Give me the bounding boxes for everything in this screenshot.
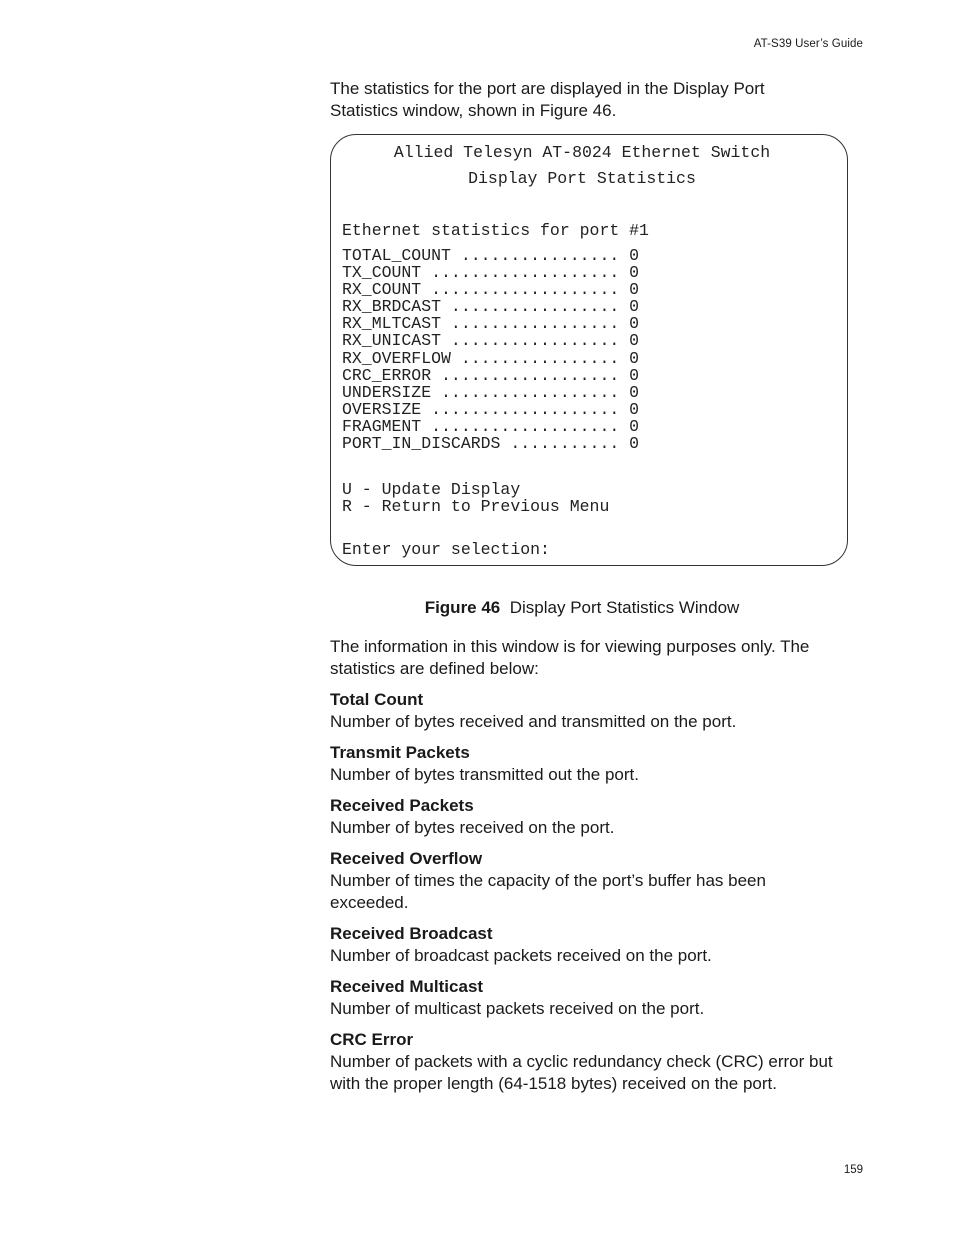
stat-row: OVERSIZE ................... 0 bbox=[342, 399, 640, 419]
intro-paragraph: The statistics for the port are displayed in the Display Port Statistics window, shown in Figure 46. bbox=[330, 79, 765, 120]
body-paragraph: The information in this window is for viewing purposes only. The statistics are defined below: bbox=[330, 637, 810, 678]
definition-term: Received Packets bbox=[330, 796, 474, 815]
running-header: AT-S39 User’s Guide bbox=[753, 38, 863, 50]
stat-row: TX_COUNT ................... 0 bbox=[342, 263, 640, 283]
figure-label: Figure 46 bbox=[424, 598, 501, 617]
stat-row: TOTAL_COUNT ................ 0 bbox=[342, 246, 640, 265]
stat-row: RX_UNICAST ................. 0 bbox=[342, 331, 640, 351]
terminal-subtitle: Display Port Statistics bbox=[468, 169, 696, 188]
stat-row: UNDERSIZE .................. 0 bbox=[342, 382, 640, 402]
definition-description: Number of multicast packets received on the port. bbox=[330, 999, 705, 1018]
terminal-prompt: Enter your selection: bbox=[342, 540, 550, 559]
page-number: 159 bbox=[843, 1164, 863, 1176]
stat-row: RX_COUNT ................... 0 bbox=[342, 280, 640, 300]
terminal-menu bbox=[342, 481, 609, 515]
definition-term: Received Overflow bbox=[330, 849, 483, 868]
stat-list bbox=[342, 247, 639, 452]
figure-caption bbox=[330, 598, 834, 618]
definition-item bbox=[330, 795, 850, 839]
stat-row: RX_MLTCAST ................. 0 bbox=[342, 314, 640, 334]
menu-option-return: R - Return to Previous Menu bbox=[342, 497, 610, 517]
stat-row: FRAGMENT ................... 0 bbox=[342, 416, 640, 436]
stat-row: RX_BRDCAST ................. 0 bbox=[342, 297, 640, 317]
definition-term: Received Multicast bbox=[330, 977, 484, 996]
definition-description: Number of bytes received on the port. bbox=[330, 818, 615, 837]
figure-caption-text: Display Port Statistics Window bbox=[509, 598, 740, 617]
terminal-title: Allied Telesyn AT-8024 Ethernet Switch bbox=[393, 143, 771, 162]
definition-item bbox=[330, 1029, 850, 1095]
definition-item bbox=[330, 976, 850, 1020]
definition-item bbox=[330, 923, 850, 967]
definition-item bbox=[330, 742, 850, 786]
terminal-window-figure bbox=[330, 134, 848, 566]
definition-term: Transmit Packets bbox=[330, 743, 470, 762]
terminal-port-heading: Ethernet statistics for port #1 bbox=[342, 221, 649, 240]
definition-description: Number of packets with a cyclic redundancy check (CRC) error but with the proper length (64-1518 bytes) received on the port. bbox=[330, 1052, 833, 1093]
definition-description: Number of broadcast packets received on the port. bbox=[330, 946, 712, 965]
definition-term: Received Broadcast bbox=[330, 924, 493, 943]
definition-item bbox=[330, 848, 850, 914]
definition-item bbox=[330, 689, 850, 733]
definition-description: Number of bytes received and transmitted on the port. bbox=[330, 712, 737, 731]
definition-description: Number of bytes transmitted out the port. bbox=[330, 765, 639, 784]
definition-list bbox=[330, 689, 850, 1095]
stat-row: PORT_IN_DISCARDS ........... 0 bbox=[342, 434, 640, 454]
stat-row: CRC_ERROR .................. 0 bbox=[342, 365, 640, 385]
definition-description: Number of times the capacity of the port’s buffer has been exceeded. bbox=[330, 871, 766, 912]
page-content bbox=[330, 78, 850, 1104]
definition-term: Total Count bbox=[330, 690, 424, 709]
stat-row: RX_OVERFLOW ................ 0 bbox=[342, 348, 640, 368]
menu-option-update: U - Update Display bbox=[342, 480, 521, 499]
definition-term: CRC Error bbox=[330, 1030, 414, 1049]
